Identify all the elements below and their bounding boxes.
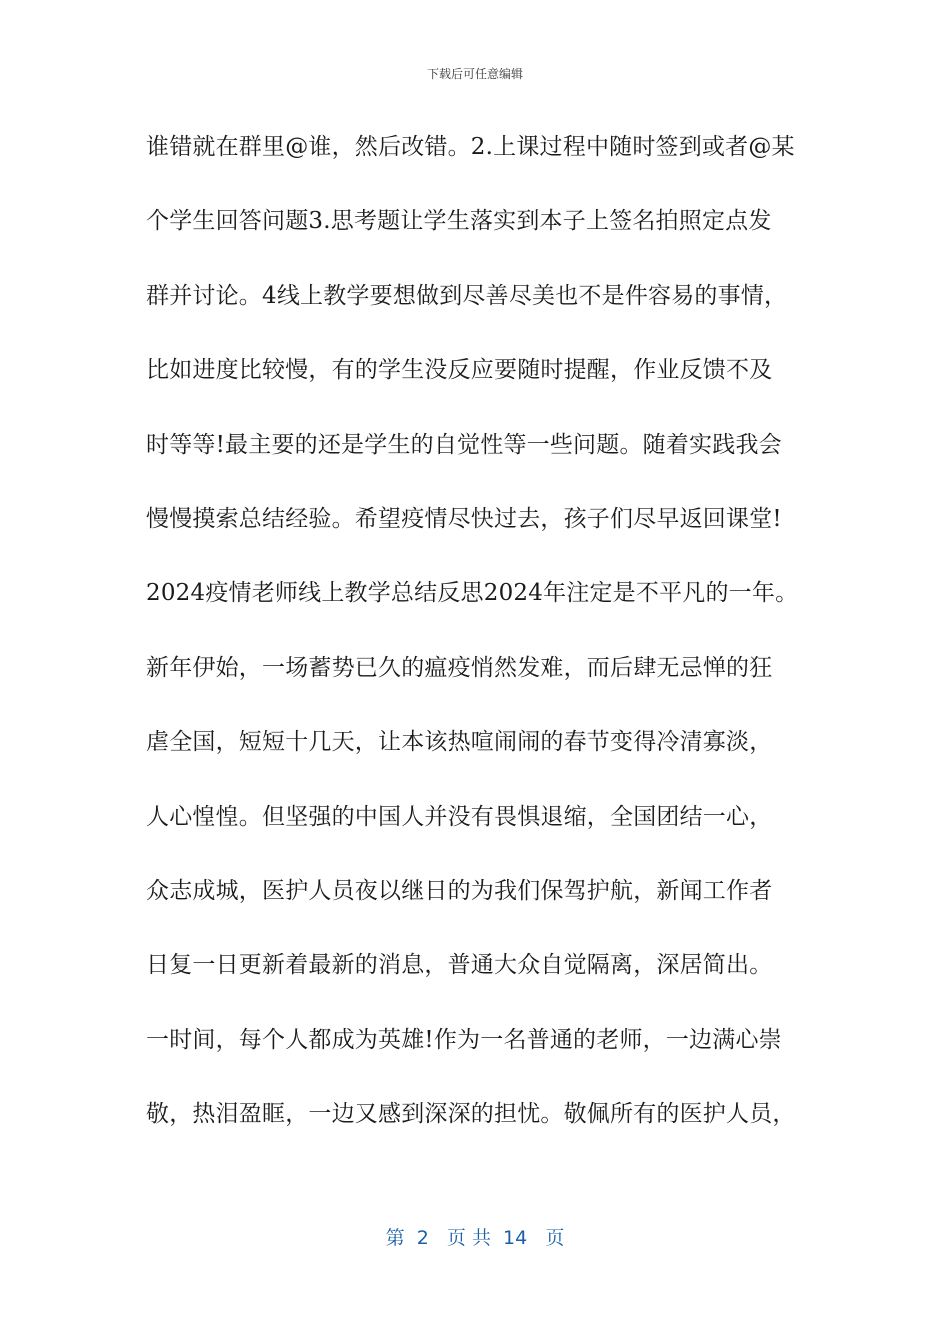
text-line: 新年伊始，一场蓄势已久的瘟疫悄然发难，而后肆无忌惮的狂: [146, 654, 773, 681]
text-line: 比如进度比较慢，有的学生没反应要随时提醒，作业反馈不及: [146, 357, 773, 384]
page-header: 下载后可任意编辑: [426, 67, 523, 81]
text-line: 谁错就在群里@谁，然后改错。2.上课过程中随时签到或者@某: [146, 134, 795, 160]
text-line: 2024疫情老师线上教学总结反思2024年注定是不平凡的一年。: [146, 580, 799, 607]
text-line: 虐全国，短短十几天，让本该热喧闹闹的春节变得冷清寡淡，: [146, 729, 773, 756]
page-number-footer: 第 2 页 共 14 页: [385, 1227, 565, 1249]
text-line: 个学生回答问题3.思考题让学生落实到本子上签名拍照定点发: [146, 208, 772, 235]
document-body: [146, 124, 806, 1165]
text-line: 群并讨论。4线上教学要想做到尽善尽美也不是件容易的事情，: [146, 282, 788, 309]
text-line: 敬，热泪盈眶，一边又感到深深的担忧。敬佩所有的医护人员，: [146, 1101, 796, 1128]
text-line: 日复一日更新着最新的消息，普通大众自觉隔离，深居简出。: [146, 952, 773, 979]
text-line: 时等等!最主要的还是学生的自觉性等一些问题。随着实践我会: [146, 431, 782, 458]
text-line: 慢慢摸索总结经验。希望疫情尽快过去，孩子们尽早返回课堂!: [146, 505, 782, 532]
text-line: 一时间，每个人都成为英雄!作为一名普通的老师，一边满心崇: [146, 1026, 782, 1053]
text-line: 人心惶惶。但坚强的中国人并没有畏惧退缩，全国团结一心，: [146, 803, 773, 830]
text-line: 众志成城，医护人员夜以继日的为我们保驾护航，新闻工作者: [146, 877, 773, 904]
